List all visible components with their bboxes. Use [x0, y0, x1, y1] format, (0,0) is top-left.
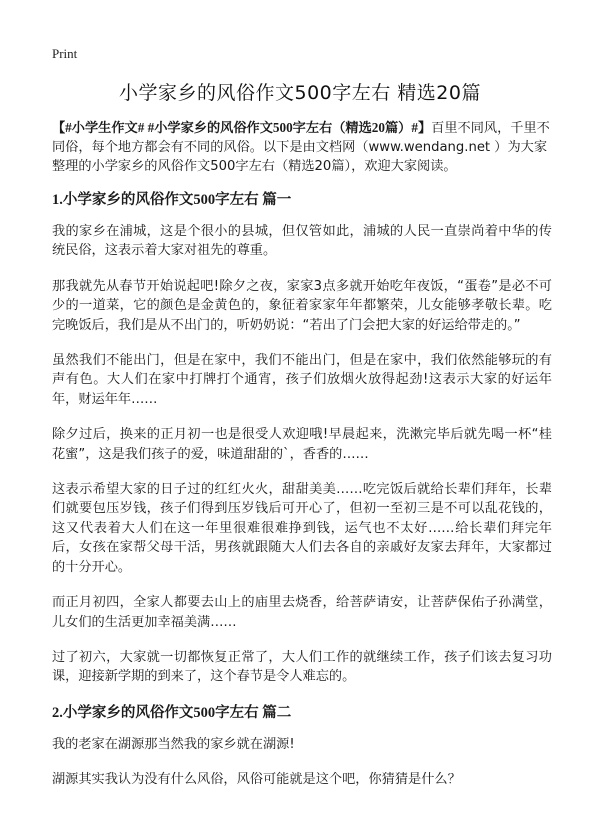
section-heading-1: 1.小学家乡的风俗作文500字左右 篇一 [52, 192, 292, 208]
paragraph: 过了初六，大家就一切都恢复正常了，大人们工作的就继续工作，孩子们该去复习功课，迎接新学期的到来了，这个春节是令人难忘的。 [52, 649, 552, 685]
section-heading-2: 2.小学家乡的风俗作文500字左右 篇二 [52, 704, 292, 721]
intro-text: 百里不同风，千里不同俗，每个地方都会有不同的风俗。以下是由文档网（www.wendang.net ）为大家整理的小学家乡的风俗作文500字左右（精选20篇），欢迎大家阅读。 [52, 121, 550, 174]
paragraph: 除夕过后，换来的正月初一也是很受人欢迎哦!早晨起来，洗漱完毕后就先喝一杯“桂花蜜”，这是我们孩子的爱，味道甜甜的`，香香的…… [52, 427, 552, 462]
intro-tags: 【#小学生作文# #小学家乡的风俗作文500字左右（精选20篇）#】 [52, 120, 432, 135]
paragraph: 而正月初四，全家人都要去山上的庙里去烧香，给菩萨请安，让菩萨保佑子孙满堂，儿女们的生活更加幸福美满…… [52, 595, 552, 630]
print-label[interactable]: Print [52, 46, 78, 61]
page-title: 小学家乡的风俗作文500字左右 精选20篇 [119, 82, 481, 104]
paragraph: 我的家乡在浦城，这是个很小的县城，但仅管如此，浦城的人民一直崇尚着中华的传统民俗，这表示着大家对祖先的尊重。 [52, 224, 552, 259]
paragraph: 这表示希望大家的日子过的红红火火，甜甜美美……吃完饭后就给长辈们拜年，长辈们就要包压岁钱，孩子们得到压岁钱后可开心了，但初一至初三是不可以乱花钱的，这又代表着大人们在这一年里很难很难挣到钱，运气也不太好……给长辈们拜完年后，女孩在家帮父母干活，男孩就跟随大人们去各自的亲戚好友家去拜年，大家都过的十分开心。 [52, 482, 552, 575]
paragraph: 那我就先从春节开始说起吧!除夕之夜，家家3点多就开始吃年夜饭，“蛋卷”是必不可少的一道菜，它的颜色是金黄色的，象征着家家年年都繁荣，儿女能够孝敬长辈。吃完晚饭后，我们是从不出门的，听奶奶说：“若出了门会把大家的好运给带走的。” [52, 278, 552, 333]
document-body [52, 118, 552, 806]
paragraph: 湖源其实我认为没有什么风俗，风俗可能就是这个吧，你猜猜是什么？ [52, 772, 461, 788]
paragraph: 我的老家在湖源那当然我的家乡就在湖源! [52, 736, 295, 752]
paragraph: 虽然我们不能出门，但是在家中，我们不能出门，但是在家中，我们依然能够玩的有声有色。大人们在家中打牌打个通宵，孩子们放烟火放得起劲!这表示大家的好运年年，财运年年…… [52, 353, 552, 407]
intro-paragraph [52, 118, 552, 176]
